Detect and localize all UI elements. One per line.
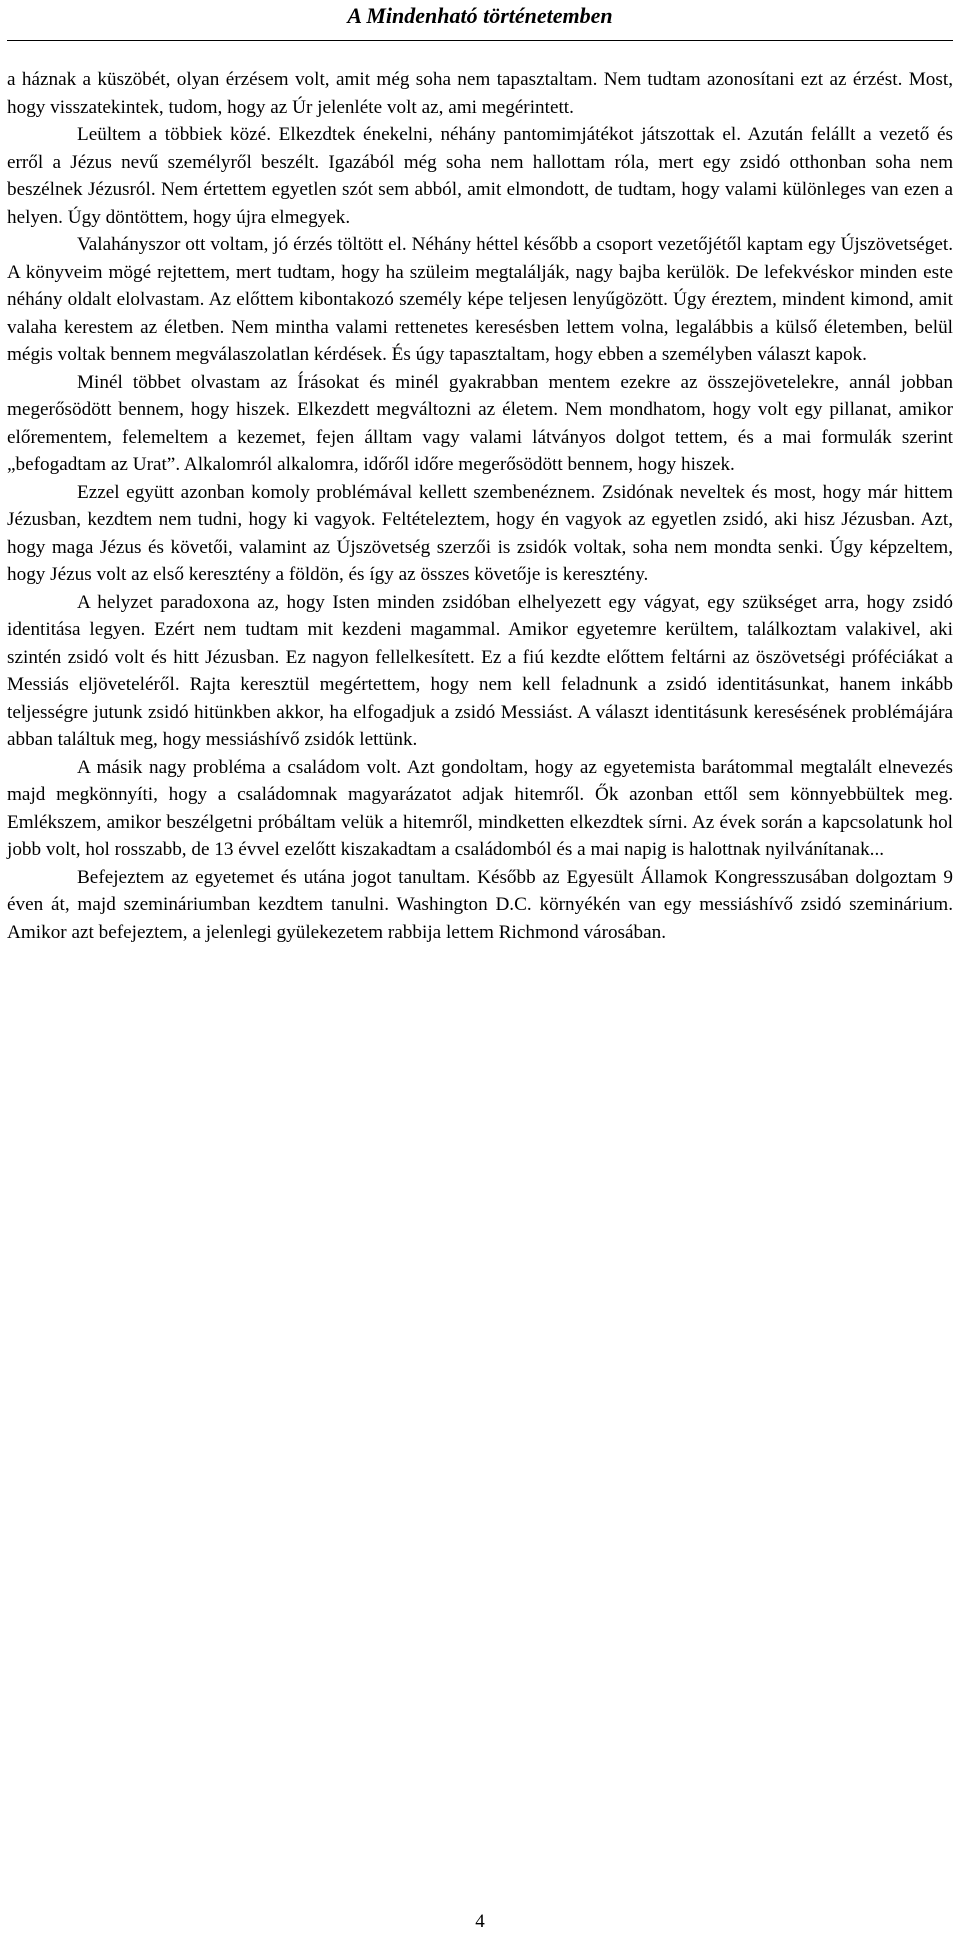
paragraph-7: A másik nagy probléma a családom volt. Azt gondoltam, hogy az egyetemista barátommal megtalált elnevezés majd megkönnyíti, hogy a családomnak magyarázatot adjak hitemről. Ők azonban ettől sem könnyebbültek meg. Emlékszem, amikor beszélgetni próbáltam velük a hitemről, mindketten elkezdtek sírni. Az évek során a kapcsolatunk hol jobb volt, hol rosszabb, de 13 évvel ezelőtt kiszakadtam a családomból és a mai napig is halottnak nyilvánítanak... [7, 756, 953, 860]
page-number: 4 [475, 1911, 485, 1932]
paragraph-8: Befejeztem az egyetemet és utána jogot tanultam. Később az Egyesült Államok Kongresszusában dolgoztam 9 éven át, majd szemináriumban kezdtem tanulni. Washington D.C. környékén van egy messiáshívő zsidó szeminárium. Amikor azt befejeztem, a jelenlegi gyülekezetem rabbija lettem Richmond városában. [7, 866, 953, 943]
paragraph-6: A helyzet paradoxona az, hogy Isten minden zsidóban elhelyezett egy vágyat, egy szükséget arra, hogy zsidó identitása legyen. Ezért nem tudtam mit kezdeni magammal. Amikor egyetemre kerültem, találkoztam valakivel, aki szintén zsidó volt és hitt Jézusban. Ez nagyon fellelkesített. Ez a fiú kezdte előttem feltárni az öszövetségi próféciákat a Messiás eljöveteléről. Rajta keresztül megértettem, hogy nem kell feladnunk a zsidó identitásunkat, hanem inkább teljességre jutunk zsidó hitünkben akkor, ha elfogadjuk a zsidó Messiást. A választ identitásunk keresésének problémájára abban találtuk meg, hogy messiáshívő zsidók lettünk. [7, 591, 953, 750]
paragraph-4: Minél többet olvastam az Írásokat és minél gyakrabban mentem ezekre az összejövetelekre, annál jobban megerősödött bennem, hogy hiszek. Elkezdett megváltozni az életem. Nem mondhatom, hogy volt egy pillanat, amikor előrementem, felemeltem a kezemet, fejen álltam vagy valami látványos dolgot tettem, és a mai formulák szerint „befogadtam az Urat”. Alkalomról alkalomra, időről időre megerősödött bennem, hogy hiszek. [7, 371, 953, 475]
running-header-title: A Mindenható történetemben [347, 3, 613, 28]
body-text [7, 66, 953, 946]
header-divider [7, 40, 953, 41]
paragraph-5: Ezzel együtt azonban komoly problémával kellett szembenéznem. Zsidónak neveltek és most, hogy már hittem Jézusban, kezdtem nem tudni, hogy ki vagyok. Feltételeztem, hogy én vagyok az egyetlen zsidó, aki hisz Jézusban. Azt, hogy maga Jézus és követői, valamint az Újszövetség szerzői is zsidók voltak, soha nem mondta senki. Úgy képzeltem, hogy Jézus volt az első keresztény a földön, és így az összes követője is keresztény. [7, 481, 953, 585]
paragraph-1: a háznak a küszöbét, olyan érzésem volt, amit még soha nem tapasztaltam. Nem tudtam azonosítani ezt az érzést. Most, hogy visszatekintek, tudom, hogy az Úr jelenléte volt az, ami megérintett. [7, 69, 953, 118]
paragraph-3: Valahányszor ott voltam, jó érzés töltött el. Néhány héttel később a csoport vezetőjétől kaptam egy Újszövetséget. A könyveim mögé rejtettem, mert tudtam, hogy ha szüleim megtalálják, nagy bajba kerülök. De lefekvéskor minden este néhány oldalt elolvastam. Az előttem kibontakozó személy képe teljesen lenyűgözött. Úgy éreztem, mindent kimond, amit valaha kerestem az életben. Nem mintha valami rettenetes keresésben lettem volna, legalábbis a külső életemben, belül mégis voltak bennem megválaszolatlan kérdések. És úgy tapasztaltam, hogy ebben a személyben választ kapok. [7, 234, 953, 365]
paragraph-2: Leültem a többiek közé. Elkezdtek énekelni, néhány pantomimjátékot játszottak el. Azután felállt a vezető és erről a Jézus nevű személyről beszélt. Igazából még soha nem hallottam róla, mert egy zsidó otthonban soha nem beszélnek Jézusról. Nem értettem egyetlen szót sem abból, amit elmondott, de tudtam, hogy valami különleges van ezen a helyen. Úgy döntöttem, hogy újra elmegyek. [7, 124, 953, 228]
